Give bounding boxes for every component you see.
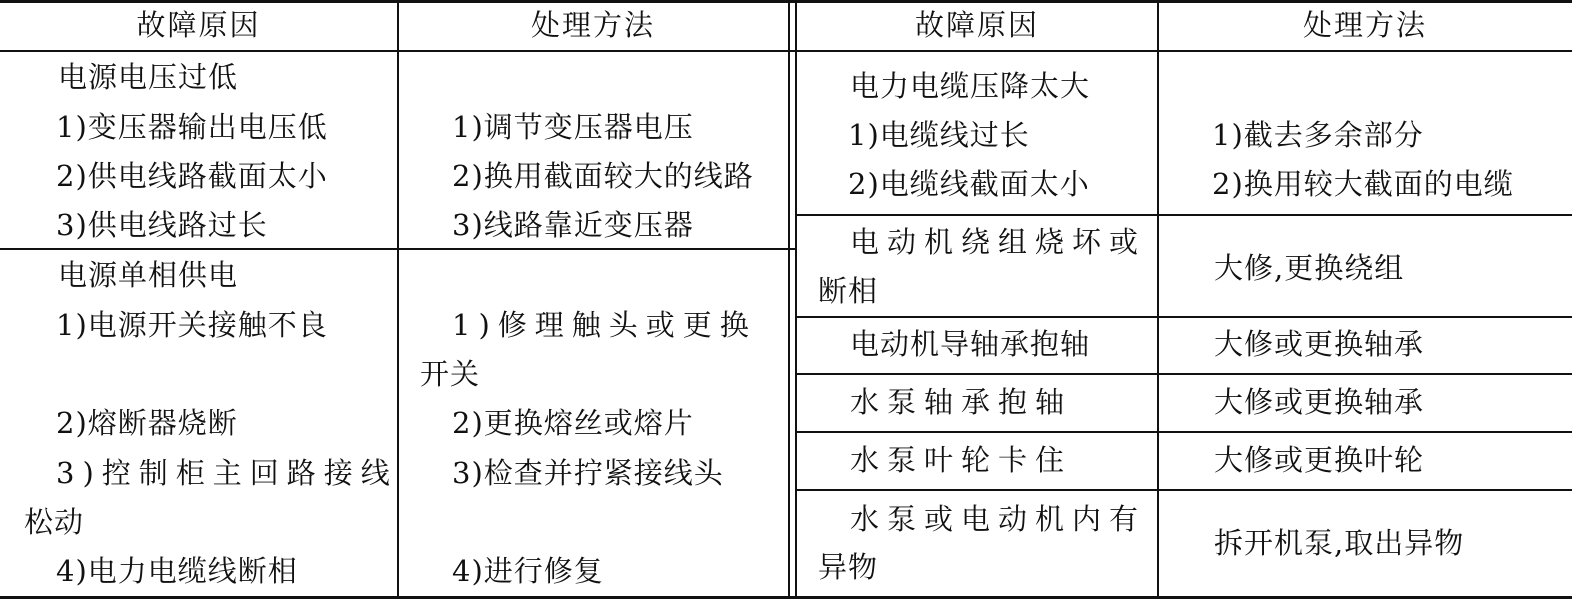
- right-row-divider-4: [796, 431, 1572, 433]
- header-rule: [0, 50, 1572, 52]
- method-text: 2)换用较大截面的电缆: [1212, 167, 1514, 201]
- bottom-rule: [0, 596, 1572, 599]
- right-row-divider-3: [796, 373, 1572, 375]
- method-text: 1)修理触头或更换: [452, 308, 757, 342]
- header-right-cause: 故障原因: [914, 8, 1039, 42]
- method-text: 3)检查并拧紧接线头: [452, 456, 724, 490]
- header-right-method: 处理方法: [1302, 8, 1427, 42]
- cause-text: 1)变压器输出电压低: [56, 110, 328, 144]
- cause-text: 电力电缆压降太大: [850, 69, 1091, 103]
- cause-text: 电源电压过低: [58, 60, 239, 94]
- cause-text: 水泵轴承抱轴: [850, 385, 1073, 419]
- method-text: 大修或更换轴承: [1214, 385, 1425, 419]
- center-double-rule-b: [795, 0, 797, 598]
- top-rule: [0, 0, 1572, 3]
- method-text: 3)线路靠近变压器: [452, 208, 694, 242]
- method-text: 2)更换熔丝或熔片: [452, 406, 694, 440]
- cause-text: 1)电源开关接触不良: [56, 308, 328, 342]
- cause-text: 3)控制柜主回路接线: [56, 456, 398, 490]
- cause-text: 3)供电线路过长: [56, 208, 268, 242]
- right-row-divider-1: [796, 214, 1572, 216]
- header-left-cause: 故障原因: [136, 8, 261, 42]
- cause-text: 4)电力电缆线断相: [56, 554, 298, 588]
- cause-text: 断相: [818, 274, 879, 308]
- cause-text: 电动机导轴承抱轴: [850, 327, 1091, 361]
- cause-text: 2)电缆线截面太小: [848, 167, 1090, 201]
- cause-text: 松动: [24, 505, 85, 539]
- method-text: 拆开机泵,取出异物: [1214, 526, 1465, 560]
- cause-text: 异物: [818, 550, 879, 584]
- cause-text: 2)熔断器烧断: [56, 406, 238, 440]
- cause-text: 电源单相供电: [58, 258, 239, 292]
- right-row-divider-5: [796, 489, 1572, 491]
- cause-text: 1)电缆线过长: [848, 118, 1030, 152]
- cause-text: 水泵或电动机内有: [850, 502, 1147, 536]
- left-column-rule: [397, 0, 399, 598]
- method-text: 大修或更换叶轮: [1214, 443, 1425, 477]
- method-text: 1)调节变压器电压: [452, 110, 694, 144]
- method-text: 大修或更换轴承: [1214, 327, 1425, 361]
- right-column-rule: [1157, 0, 1159, 598]
- method-text: 大修,更换绕组: [1214, 251, 1405, 285]
- cause-text: 水泵叶轮卡住: [850, 443, 1073, 477]
- method-text: 4)进行修复: [452, 554, 604, 588]
- cause-text: 电动机绕组烧坏或: [850, 225, 1147, 259]
- center-double-rule-a: [788, 0, 790, 598]
- method-text: 开关: [420, 357, 481, 391]
- method-text: 1)截去多余部分: [1212, 118, 1424, 152]
- method-text: 2)换用截面较大的线路: [452, 159, 754, 193]
- right-row-divider-2: [796, 316, 1572, 318]
- header-left-method: 处理方法: [530, 8, 655, 42]
- cause-text: 2)供电线路截面太小: [56, 159, 328, 193]
